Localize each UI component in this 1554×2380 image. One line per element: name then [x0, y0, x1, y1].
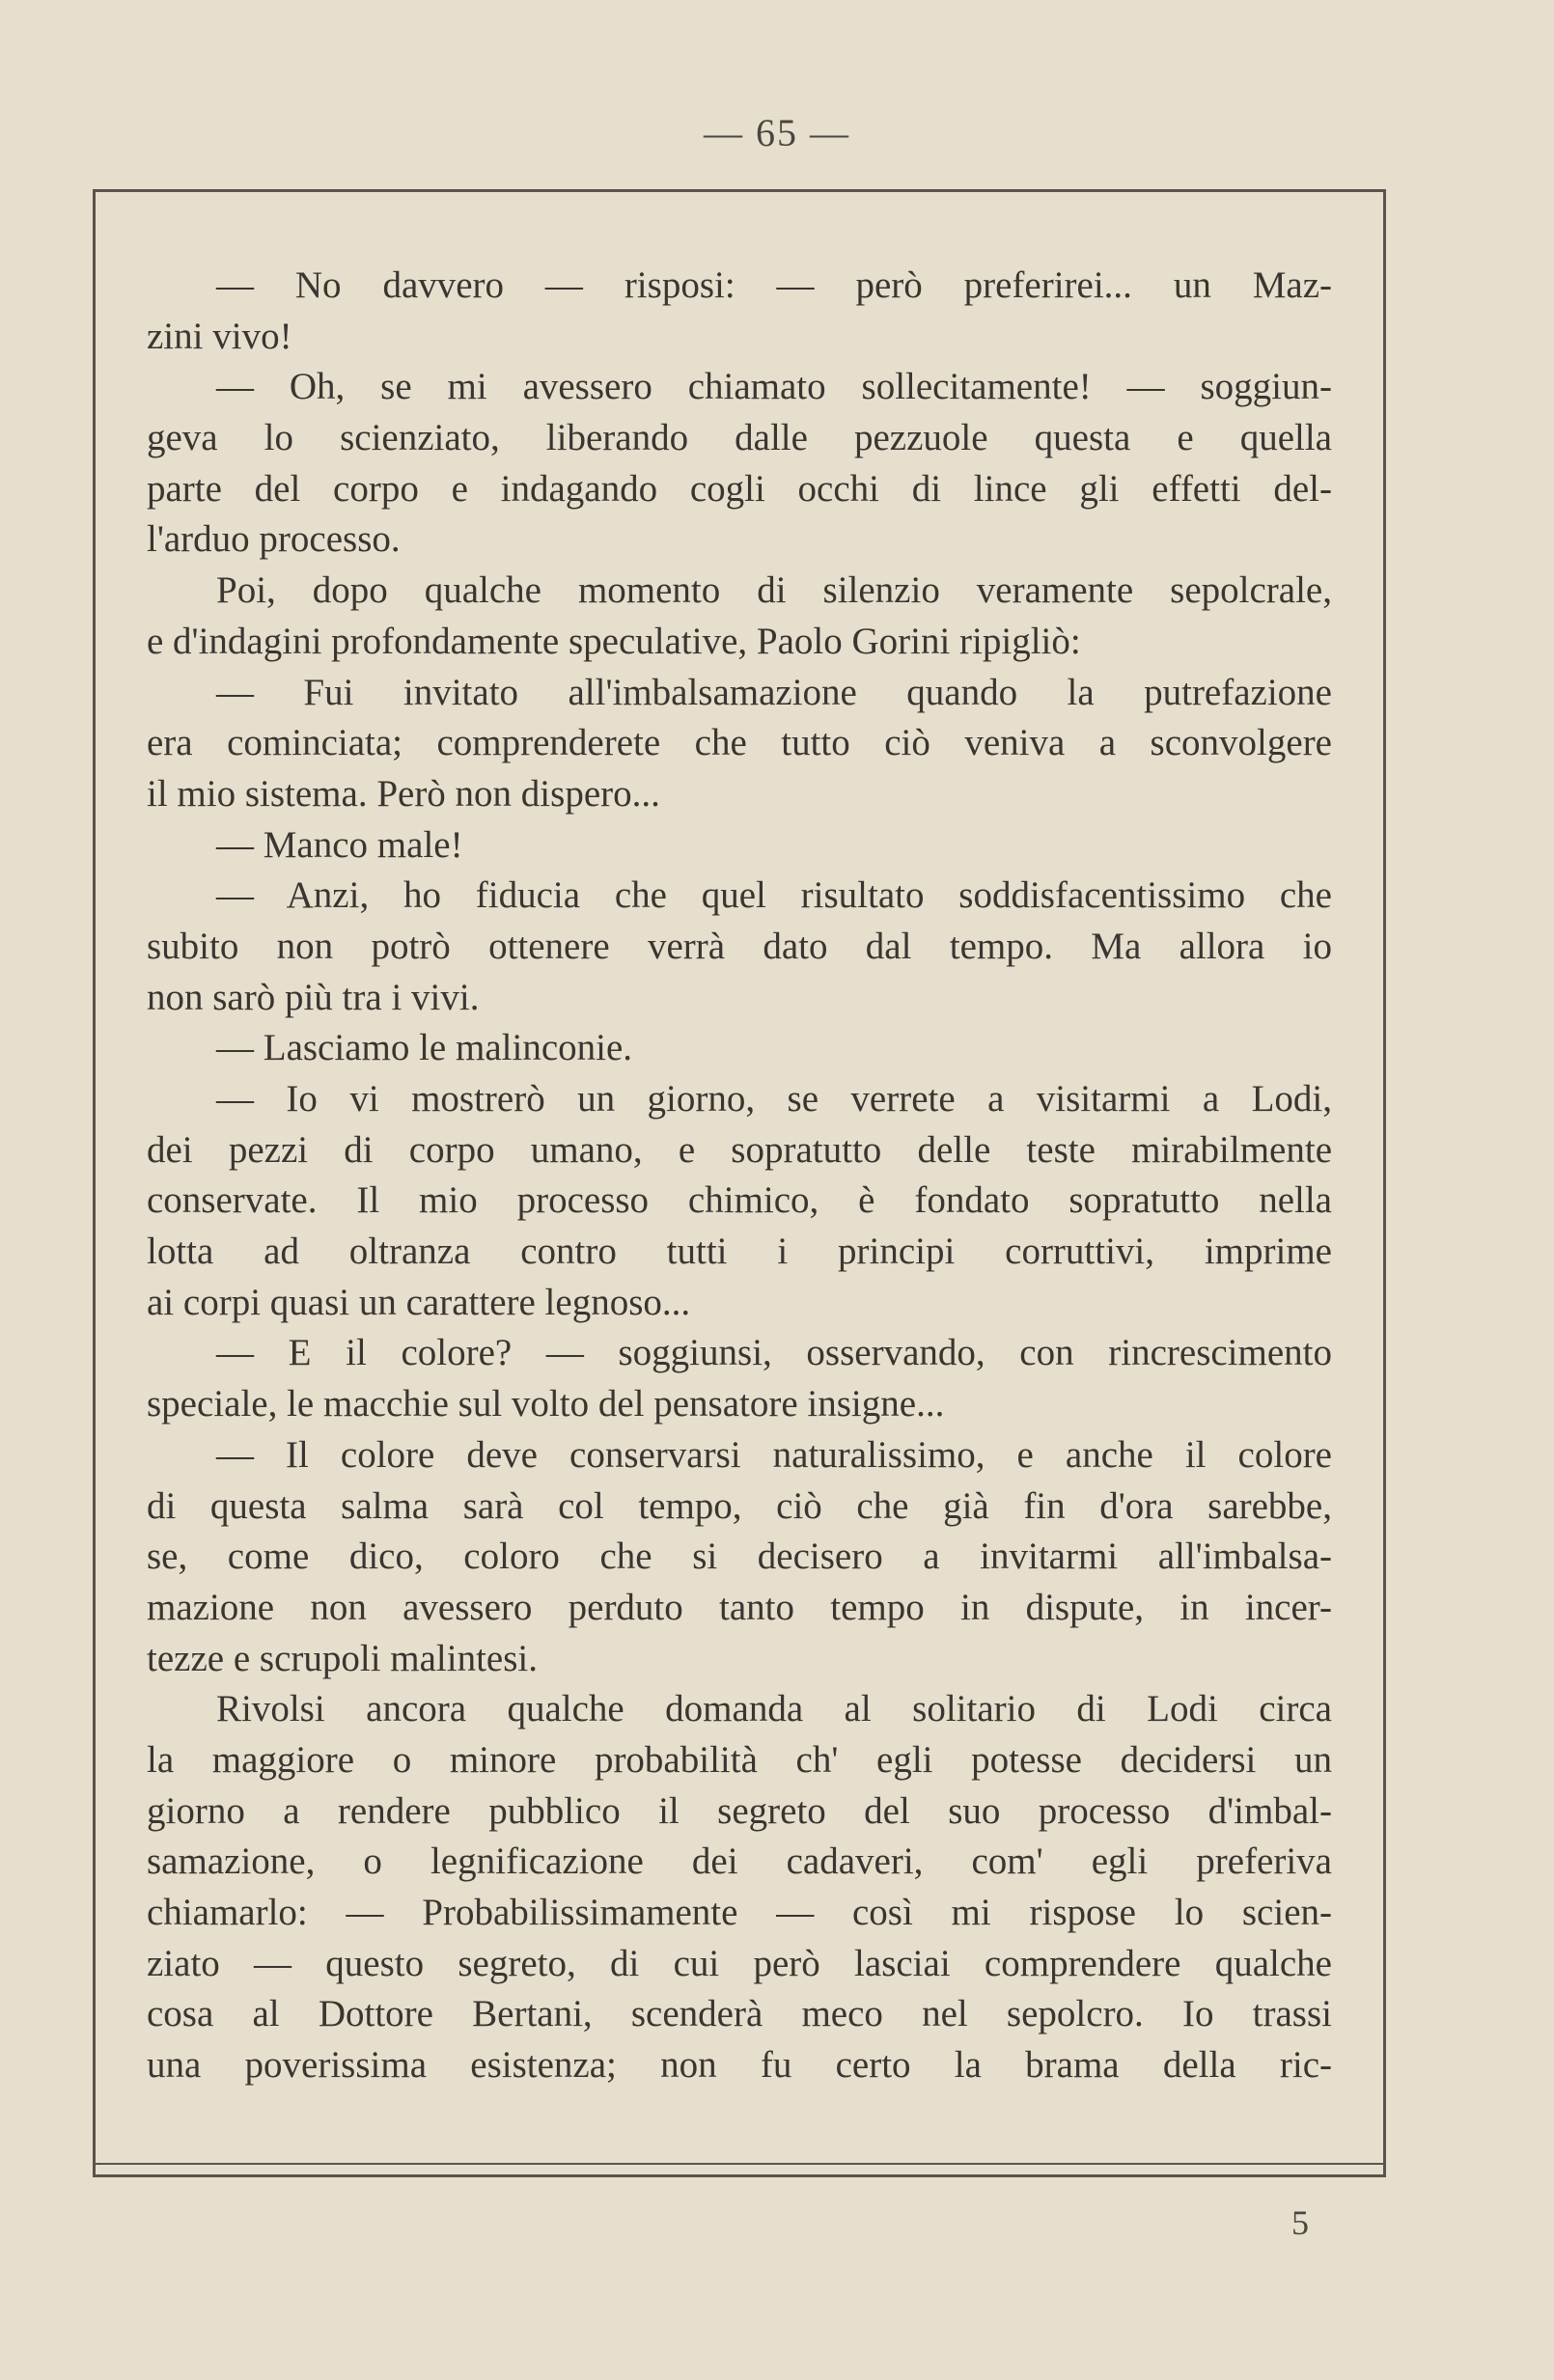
text-line: ziato — questo segreto, di cui però lasciai comprendere qualche [147, 1942, 1332, 1984]
text-line: — Fui invitato all'imbalsamazione quando la putrefazione [216, 671, 1332, 713]
text-line: non sarò più tra i vivi. [147, 976, 480, 1018]
text-line: — Oh, se mi avessero chiamato sollecitamente! — soggiun- [216, 366, 1332, 408]
text-line: chiamarlo: — Probabilissimamente — così mi rispose lo scien- [147, 1892, 1332, 1933]
text-line: — Anzi, ho fiducia che quel risultato soddisfacentissimo che [216, 874, 1332, 917]
body-text [147, 261, 1332, 2091]
text-line: geva lo scienziato, liberando dalle pezzuole questa e quella [147, 417, 1332, 459]
text-line: il mio sistema. Però non dispero... [147, 772, 660, 815]
text-line: se, come dico, coloro che si decisero a invitarmi all'imbalsa- [147, 1536, 1332, 1578]
text-line: — Manco male! [216, 823, 463, 866]
text-line: e d'indagini profondamente speculative, Paolo Gorini ripigliò: [147, 620, 1081, 662]
text-line: — Io vi mostrerò un giorno, se verrete a visitarmi a Lodi, [216, 1078, 1332, 1120]
text-line: Poi, dopo qualche momento di silenzio veramente sepolcrale, [216, 569, 1332, 612]
text-line: conservate. Il mio processo chimico, è fondato sopratutto nella [147, 1179, 1332, 1222]
text-line: speciale, le macchie sul volto del pensatore insigne... [147, 1383, 945, 1425]
signature-mark: 5 [1291, 2203, 1309, 2242]
text-line: — Il colore deve conservarsi naturalissimo, e anche il colore [216, 1433, 1332, 1476]
text-line: ai corpi quasi un carattere legnoso... [147, 1281, 691, 1323]
text-line: — E il colore? — soggiunsi, osservando, con rincrescimento [216, 1332, 1332, 1374]
text-line: l'arduo processo. [147, 518, 401, 561]
text-line: — Lasciamo le malinconie. [216, 1027, 633, 1069]
text-line: parte del corpo e indagando cogli occhi di lince gli effetti del- [147, 467, 1332, 510]
text-line: la maggiore o minore probabilità ch' egli potesse decidersi un [147, 1738, 1332, 1781]
text-line: cosa al Dottore Bertani, scenderà meco nel sepolcro. Io trassi [147, 1993, 1332, 2035]
page-number: — 65 — [704, 111, 850, 154]
text-line: era cominciata; comprenderete che tutto ciò veniva a sconvolgere [147, 722, 1332, 764]
text-line: samazione, o legnificazione dei cadaveri, com' egli preferiva [147, 1840, 1332, 1883]
text-line: subito non potrò ottenere verrà dato dal tempo. Ma allora io [147, 925, 1332, 967]
text-line: zini vivo! [147, 315, 292, 357]
text-line: mazione non avessero perduto tanto tempo in dispute, in incer- [147, 1586, 1332, 1628]
text-line: dei pezzi di corpo umano, e sopratutto delle teste mirabilmente [147, 1128, 1332, 1171]
text-line: lotta ad oltranza contro tutti i principi corruttivi, imprime [147, 1231, 1332, 1273]
text-line: — No davvero — risposi: — però preferirei... un Maz- [216, 264, 1332, 306]
text-line: una poverissima esistenza; non fu certo la brama della ric- [147, 2044, 1332, 2087]
text-line: di questa salma sarà col tempo, ciò che già fin d'ora sarebbe, [147, 1484, 1332, 1527]
text-line: tezze e scrupoli malintesi. [147, 1637, 539, 1679]
text-line: Rivolsi ancora qualche domanda al solitario di Lodi circa [216, 1688, 1332, 1730]
text-line: giorno a rendere pubblico il segreto del suo processo d'imbal- [147, 1789, 1332, 1832]
